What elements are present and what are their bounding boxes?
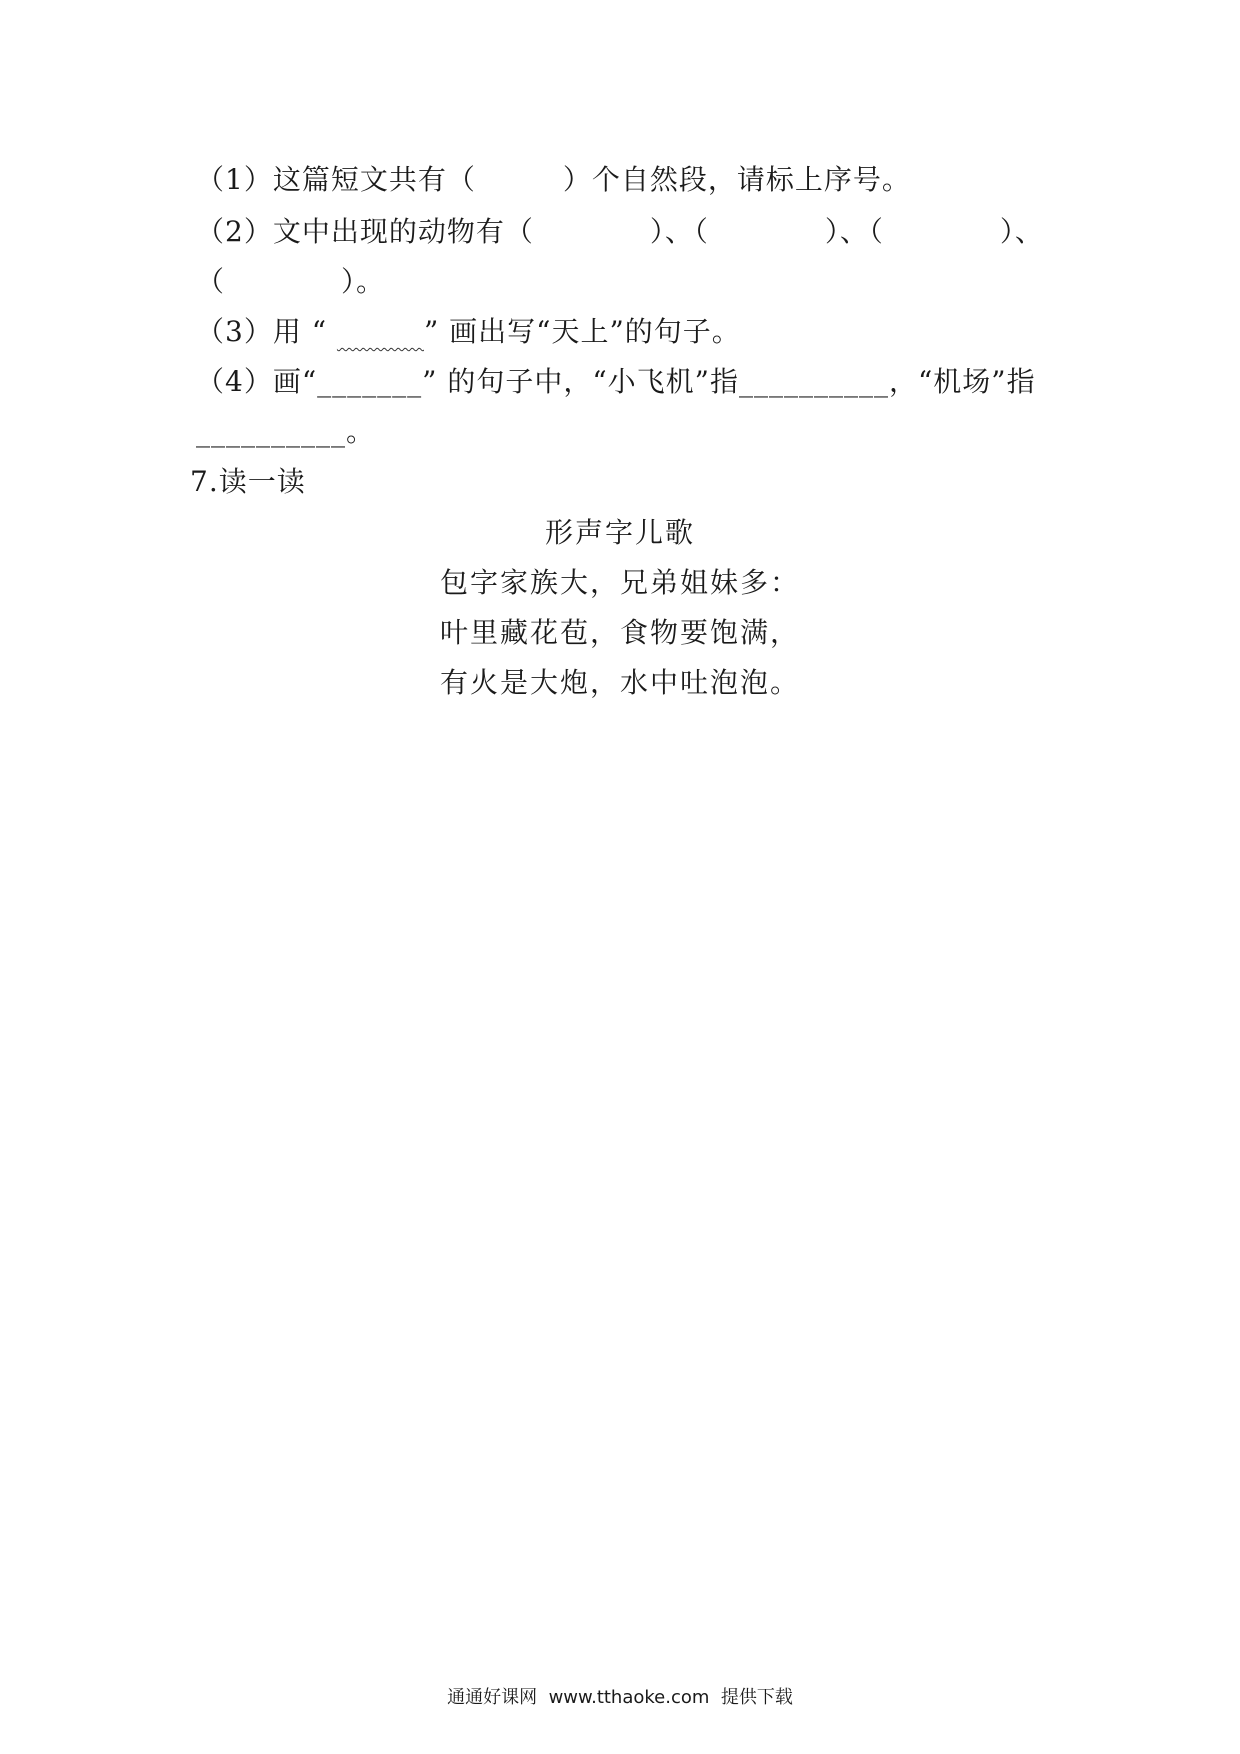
footer-watermark: 通通好课网 www.tthaoke.com 提供下载 xyxy=(447,1687,793,1708)
poem-line: 包字家族大，兄弟姐妹多： xyxy=(439,566,800,599)
poem-line: 有火是大炮，水中吐泡泡。 xyxy=(439,666,800,699)
question-3-suffix: ” 画出写“天上”的句子。 xyxy=(423,315,741,348)
question-4-line-1: （4）画“_______” 的句子中，“小飞机”指__________，“机场”指 xyxy=(196,365,1036,398)
poem-line: 叶里藏花苞，食物要饱满， xyxy=(439,616,800,649)
question-3-prefix: （3）用 “ xyxy=(196,315,337,348)
question-3 xyxy=(196,312,741,352)
question-1: （1）这篇短文共有（ ）个自然段，请标上序号。 xyxy=(196,163,911,196)
question-4-line-2: __________。 xyxy=(196,415,376,448)
question-2-line-2: （ ）。 xyxy=(196,265,386,298)
section-heading: 7.读一读 xyxy=(190,465,306,498)
poem-title: 形声字儿歌 xyxy=(544,516,695,549)
wavy-line-mark xyxy=(337,315,424,348)
question-2-line-1: （2）文中出现的动物有（ ）、（ ）、（ ）、 xyxy=(196,215,1044,248)
